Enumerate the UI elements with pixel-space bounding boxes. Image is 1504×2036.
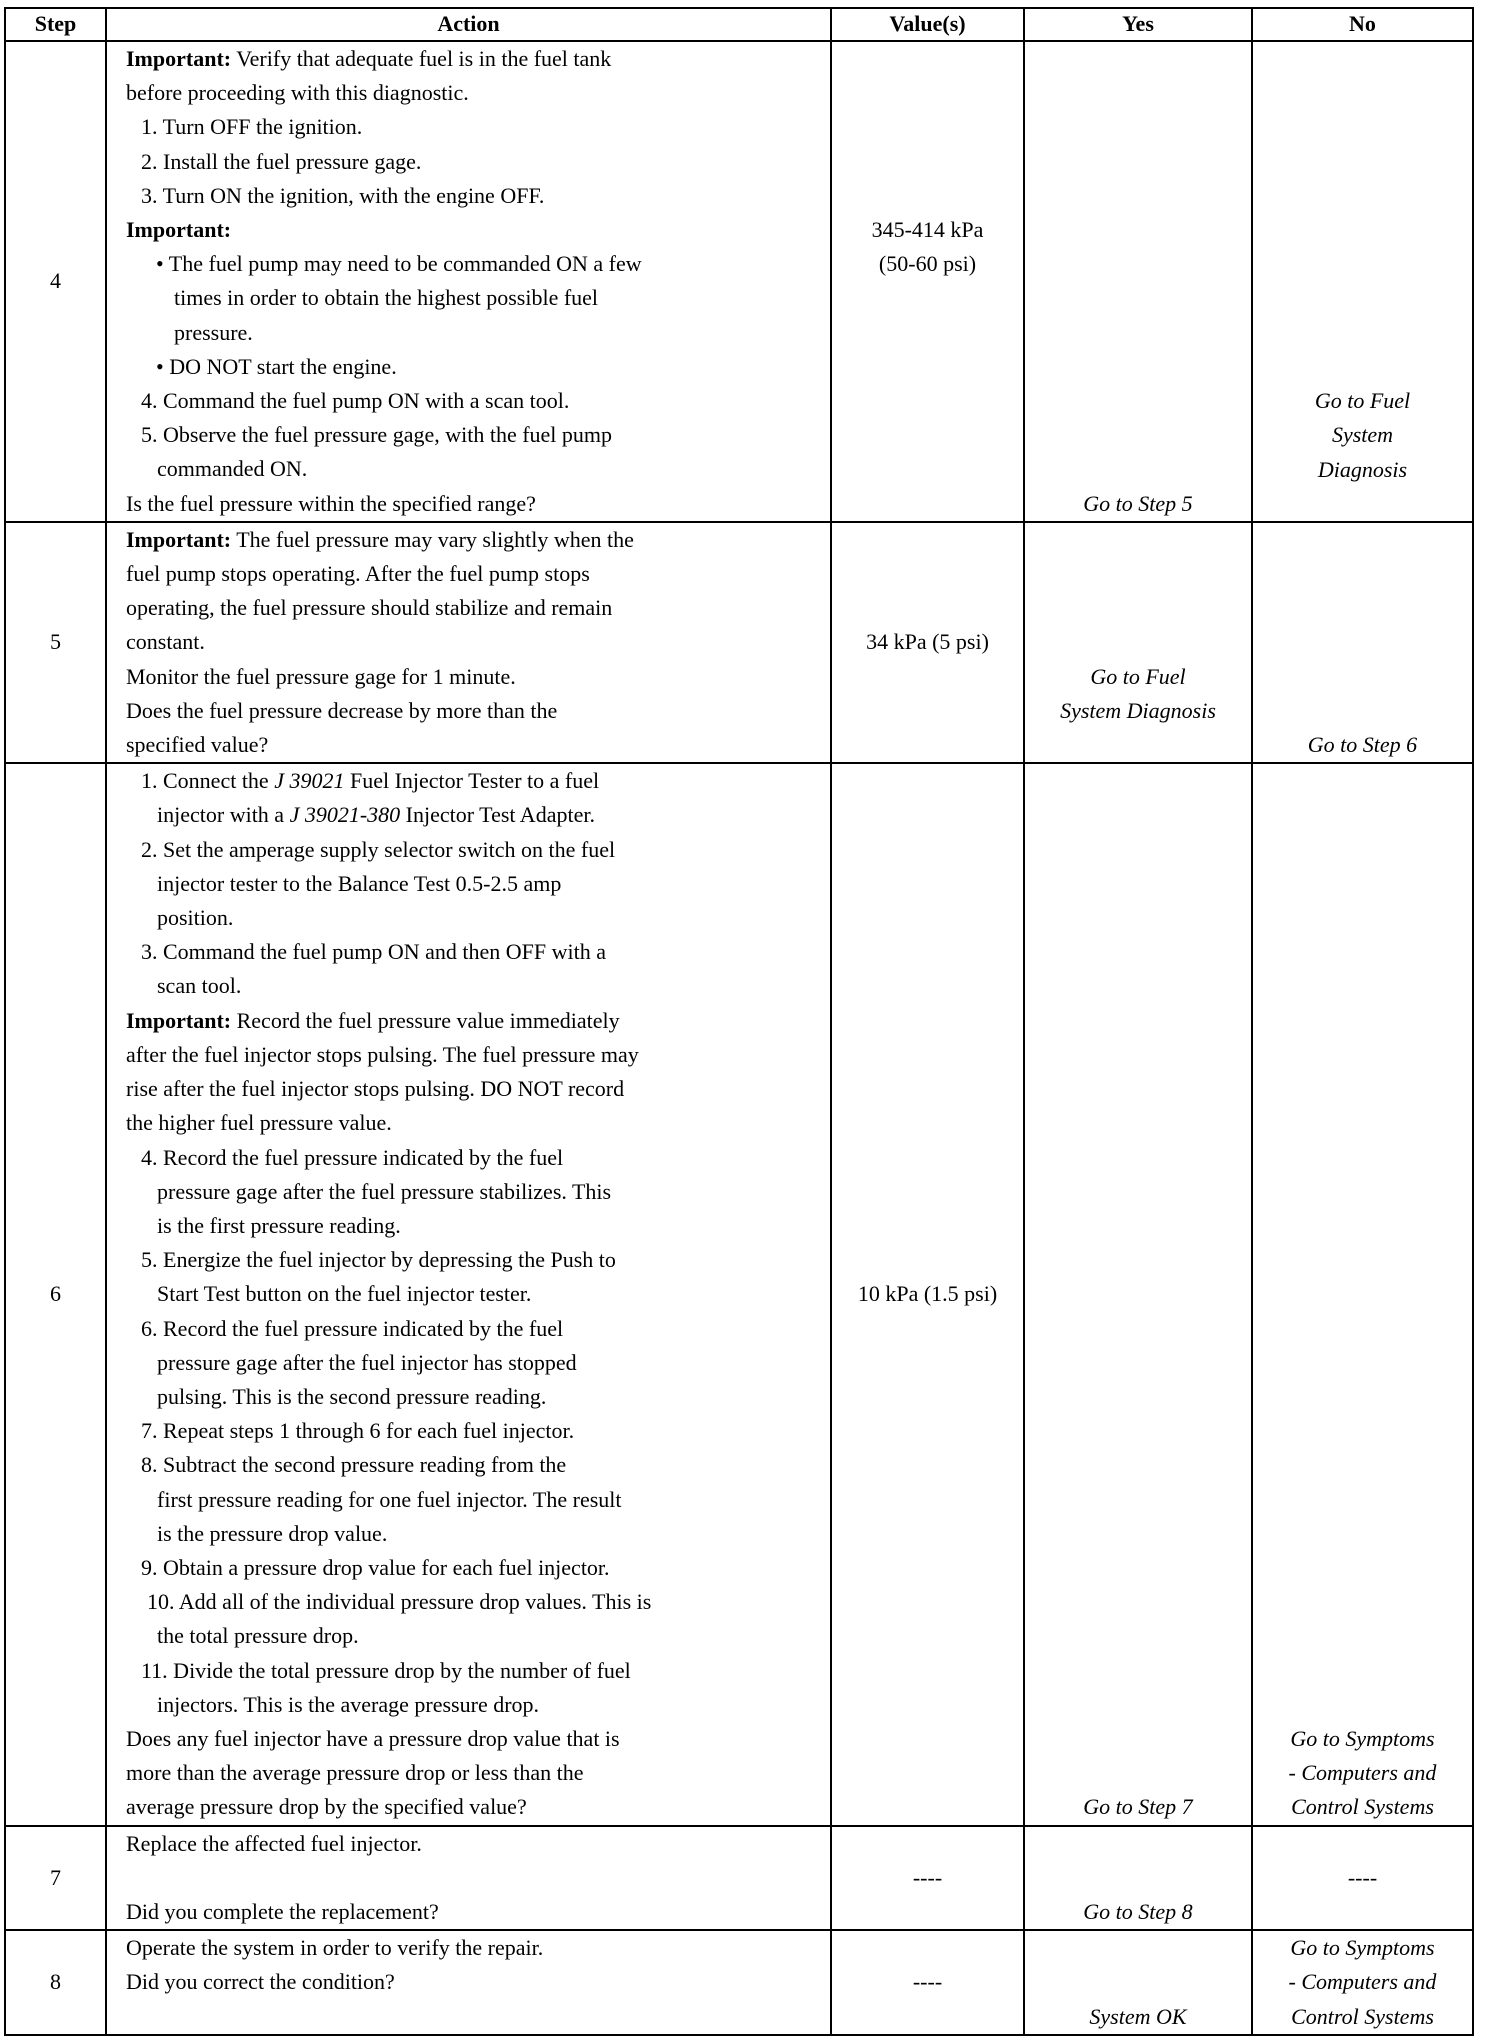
action-cell: Important: The fuel pressure may vary slightly when the fuel pump stops operating. After the fuel pump stops operating, the fuel pressure should stabilize and remain constant. Monitor the fuel pressure gage for 1 minute. Does the fuel pressure decrease by more than the specified value? [106,522,831,763]
no-link: Go to Step 6 [1307,732,1418,758]
tool-id: J 39021 [274,768,345,794]
important-label: Important: [126,217,232,243]
header-action: Action [106,8,831,41]
yes-cell [1024,1930,1252,2035]
important-label: Important: [126,1007,232,1033]
header-no: No [1252,8,1473,41]
table-row-step-4 [5,41,1473,522]
important-label: Important: [126,526,232,552]
yes-link: Go to Step 5 [1083,490,1193,516]
step-number: 5 [5,522,106,763]
yes-link: System OK [1089,2003,1187,2029]
step-number: 7 [5,1826,106,1931]
action-cell: Operate the system in order to verify the repair. Did you correct the condition? [106,1930,831,2035]
header-row [5,8,1473,41]
diagnostic-table [4,7,1474,2036]
table-row-step-8 [5,1930,1473,2035]
important-label: Important: [126,46,232,71]
table-row-step-6 [5,763,1473,1825]
value-cell: 34 kPa (5 psi) [831,522,1024,763]
header-values: Value(s) [831,8,1024,41]
tool-id: J 39021-380 [289,802,401,828]
table-row-step-7 [5,1826,1473,1931]
yes-link: Go to Step 7 [1083,1794,1193,1820]
no-cell: Go to Symptoms - Computers and Control Systems [1252,1930,1473,2035]
header-yes: Yes [1024,8,1252,41]
action-cell: Important: Verify that adequate fuel is in the fuel tank before proceeding with this diagnostic. 1. Turn OFF the ignition. 2. Install the fuel pressure gage. 3. Turn ON the ignition, with the engine OFF. Important: • The fuel pump may need to be commanded ON a few times in order to obtain the highest possible fuel pressure. • DO NOT start the engine. 4. Command the fuel pump ON with a scan tool. 5. Observe the fuel pressure gage, with the fuel pump commanded ON. Is the fuel pressure within the specified range? [106,41,831,522]
value-cell: ---- [831,1826,1024,1931]
yes-cell [1024,763,1252,1825]
table-row-step-5 [5,522,1473,763]
action-cell: 1. Connect the J 39021 Fuel Injector Tester to a fuel injector with a J 39021-380 Injector Test Adapter. 2. Set the amperage supply selector switch on the fuel injector tester to the Balance Test 0.5-2.5 amp position. 3. Command the fuel pump ON and then OFF with a scan tool. Important: Record the fuel pressure value immediately after the fuel injector stops pulsing. The fuel pressure may rise after the fuel injector stops pulsing. DO NOT record the higher fuel pressure value. 4. Record the fuel pressure indicated by the fuel pressure gage after the fuel pressure stabilizes. This is the first pressure reading. 5. Energize the fuel injector by depressing the Push to Start Test button on the fuel injector tester. 6. Record the fuel pressure indicated by the fuel pressure gage after the fuel injector has stopped pulsing. This is the second pressure reading. 7. Repeat steps 1 through 6 for each fuel injector. 8. Subtract the second pressure reading from the first pressure reading for one fuel injector. The result is the pressure drop value. 9. Obtain a pressure drop value for each fuel injector. 10. Add all of the individual pressure drop values. This is the total pressure drop. 11. Divide the total pressure drop by the number of fuel injectors. This is the average pressure drop. Does any fuel injector have a pressure drop value that is more than the average pressure drop or less than the average pressure drop by the specified value? [106,763,831,1825]
no-cell: ---- [1252,1826,1473,1931]
header-step: Step [5,8,106,41]
no-cell: Go to Symptoms - Computers and Control Systems [1252,763,1473,1825]
yes-cell: Go to Fuel System Diagnosis [1024,522,1252,763]
value-cell: 10 kPa (1.5 psi) [831,763,1024,1825]
no-cell [1252,522,1473,763]
step-number: 8 [5,1930,106,2035]
yes-cell [1024,41,1252,522]
step-number: 4 [5,41,106,522]
yes-cell [1024,1826,1252,1931]
value-cell: ---- [831,1930,1024,2035]
yes-link: Go to Step 8 [1083,1898,1193,1924]
value-cell: 345-414 kPa (50-60 psi) [831,41,1024,522]
no-cell: Go to Fuel System Diagnosis [1252,41,1473,522]
action-cell: Replace the affected fuel injector. Did you complete the replacement? [106,1826,831,1931]
step-number: 6 [5,763,106,1825]
